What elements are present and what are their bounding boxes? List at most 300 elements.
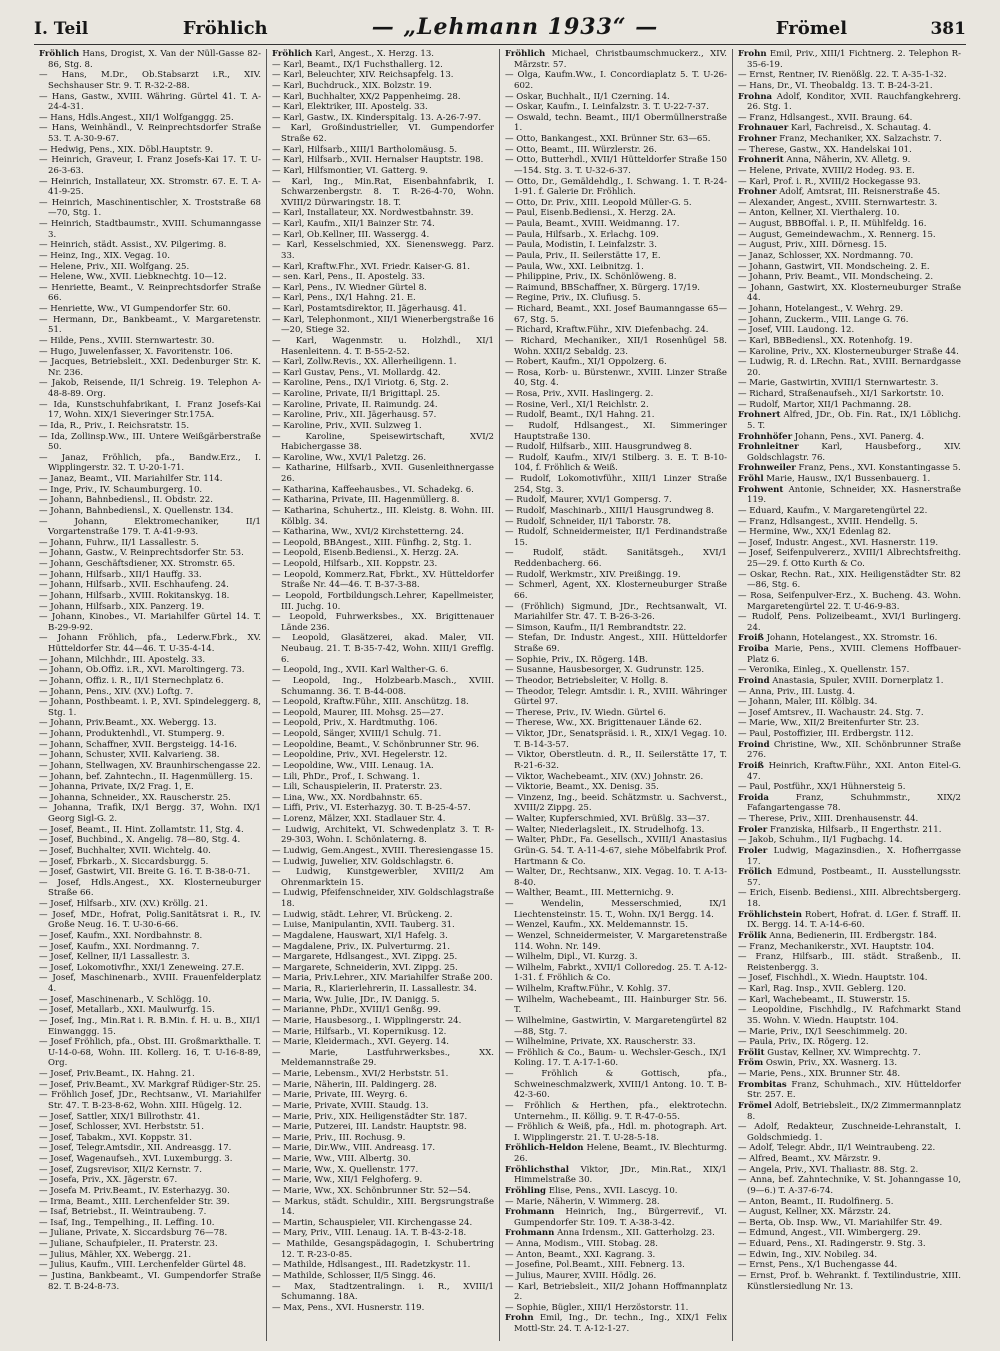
directory-entry: — Therese, Ww., XX. Brigittenauer Lände 62. xyxy=(505,718,702,729)
directory-entry: — Johann, Posthbeamt. i. P., XVI. Spindeleggerg. 8, Stg. 1. xyxy=(39,697,261,718)
directory-entry: — Johann, Priv.Beamt., XX. Webergg. 13. xyxy=(39,718,217,729)
directory-entry: Fröhlichstein Robert, Hofrat. d. LGer. f. Straff. II. IX. Bergg. 14. T. A-14-6-60. xyxy=(738,909,961,931)
directory-entry: — Hans, Gastw., XVIII. Währing. Gürtel 41. T. A-24-4-31. xyxy=(39,91,261,113)
directory-entry: — Wilhelm, Wachebeamt., III. Hainburger Str. 56. T. xyxy=(505,994,727,1016)
directory-entry: — Rudolf, Schneidermeister, II/1 Ferdinandstraße 15. xyxy=(505,527,727,548)
directory-entry: Fröhlichsthal Viktor, JDr., Min.Rat., XIX/1 Himmelstraße 30. xyxy=(505,1164,727,1186)
directory-entry: — Paula, Priv., IX. Rögerg. 12. xyxy=(738,1037,869,1048)
directory-entry: — Magdalene, Hauswart, XI/1 Hafelg. 3. xyxy=(272,930,448,941)
directory-entry: — Marie, Ww., XII/1 Felghoferg. 9. xyxy=(272,1175,423,1186)
directory-entry: — Rudolf, Werkmstr., XIV. Preißingg. 19. xyxy=(505,569,681,580)
directory-entry: — Henriette, Ww., VI Gumpendorfer Str. 60. xyxy=(39,304,231,314)
directory-entry: — Paul, Eisenb.Bediensi., X. Herzg. 2A. xyxy=(505,208,676,219)
directory-entry: — Theodor, Betriebsleiter, V. Hollg. 8. xyxy=(505,675,669,686)
directory-entry: Frohmann Heinrich, Ing., Bürgerrevif., VI. Gumpendorfer Str. 109. T. A-38-3-42. xyxy=(505,1207,727,1228)
directory-entry: — Karl, Hilfsarb., XVII. Hernalser Hauptstr. 198. xyxy=(272,155,484,166)
directory-entry: — Viktor, Oberstleutn. d. R., II. Seilerstätte 17, T. R-21-6-32. xyxy=(505,750,727,771)
directory-entry: — Paula, Hilfsarb., X. Erlachg. 109. xyxy=(505,229,659,240)
directory-entry: — Anna, bef. Zahntechnike, V. St. Johanngasse 10, (9—6.) T. A-37-6-74. xyxy=(738,1175,961,1196)
directory-entry: — Johanna, Schneider., XX. Rauscherstr. 25. xyxy=(39,792,231,803)
directory-entry: — Ludwig, Pfeifenschneider, XIV. Goldschlagstraße 18. xyxy=(272,888,494,909)
directory-entry: — Marie, Ww., VIII. Albertg. 30. xyxy=(272,1154,411,1164)
directory-entry: — Josef, Priv.Beamt., IX. Hahng. 21. xyxy=(39,1069,195,1079)
directory-entry: — Margarete, Schneiderin, XVI. Zippg. 25. xyxy=(272,962,458,973)
page-header xyxy=(34,14,966,45)
directory-entry: — Richard, Mechaniker., XII/1 Rosenhügel 58. Wohn. XXII/2 Sebaldg. 23. xyxy=(505,335,727,357)
directory-entry: — Karl, Beamt., IX/1 Fuchsthallerg. 12. xyxy=(272,59,443,70)
directory-entry: — Josef, Telegr.Amtsdir., XII. Andreasgg. 17. xyxy=(39,1143,232,1154)
directory-entry: — Paul, Postführ., XX/1 Hühnersteig 5. xyxy=(738,782,906,793)
directory-entry: — Otto, Dr., Gemäldehdlg., I. Schwang. 1. T. R-24-1-91. f. Galerie Dr. Fröhlich. xyxy=(505,176,727,198)
directory-entry: — Karl, Kesselschmied, XX. Sienenswegg. Parz. 33. xyxy=(272,240,494,261)
directory-entry: — Rudolf, Schneider, II/1 Taborstr. 78. xyxy=(505,516,672,527)
directory-entry: — Otto, Beamt., III. Würzlerstr. 26. xyxy=(505,144,657,155)
directory-entry: — Johann, Gastw., V. Reinprechtsdorfer Str. 53. xyxy=(39,548,244,559)
directory-entry: — Rudolf, Beamt., IX/1 Hahng. 21. xyxy=(505,410,655,421)
directory-entry: — Leopold, Fortbildungsch.Lehrer, Kapellmeister, III. Juchg. 10. xyxy=(272,590,494,612)
directory-entry: — Hermann, Dr., Bankbeamt., V. Margaretenstr. 51. xyxy=(39,314,261,336)
directory-entry: — Karoline, Ww., XVI/1 Paletzg. 26. xyxy=(272,452,427,463)
directory-entry: — Viktor, Wachebeamt., XIV. (XV.) Johnstr. 26. xyxy=(505,771,704,782)
directory-entry: Fröhlich Michael, Christbaumschmuckerz., XIV. Märzstr. 57. xyxy=(505,49,727,70)
directory-entry: Froiß Johann, Hotelangest., XX. Stromstr. 16. xyxy=(738,633,938,644)
directory-entry: — Heinrich, Maschinentischler, X. Troststraße 68—70, Stg. 1. xyxy=(39,197,261,219)
directory-entry: — Maria, Ww. Julie, JDr., IV. Danigg. 5. xyxy=(272,994,440,1005)
directory-entry: — Margarete, Hdlsangest., XVI. Zippg. 25. xyxy=(272,952,458,963)
directory-entry: — Marie, Putzerei, III. Landstr. Hauptstr. 98. xyxy=(272,1122,467,1133)
directory-entry: — Regine, Priv., IX. Clufiusg. 5. xyxy=(505,293,641,304)
directory-entry: — Karoline, Pens., IX/1 Viriotg. 6, Stg. 2. xyxy=(272,378,449,389)
directory-entry: Frohn Emil, Ing., Dr. techn., Ing., XIX/1 Felix Mottl-Str. 24. T. A-12-1-27. xyxy=(505,1313,727,1334)
directory-entry: — Ludwig, Juwelier, XIV. Goldschlagstr. 6. xyxy=(272,856,454,867)
directory-entry: — Fröhlich & Gottisch, pfa., Schweineschmalzwerk, XVIII/1 Antong. 10. T. B-42-3-60. xyxy=(505,1069,727,1101)
directory-entry: — Juliane, Schaufpieler., II. Praterstr. 23. xyxy=(39,1239,218,1249)
directory-entry: Frohnleitner Karl, Hausbeforg., XIV. Goldschlagstr. 76. xyxy=(738,442,961,463)
directory-entry: — Franz, Hdlsangest., XVII. Braung. 64. xyxy=(738,112,913,123)
directory-entry: — Oswald, techn. Beamt., III/1 Obermüllnerstraße 1. xyxy=(505,112,727,134)
directory-entry: — Raimund, BBSchaffner, X. Bürgerg. 17/19. xyxy=(505,282,701,293)
directory-entry: — Walter, Kupferschmied, XVI. Brüßlg. 33—37. xyxy=(505,814,710,824)
directory-entry: — Rosa, Priv., XVII. Haslingerg. 2. xyxy=(505,389,654,399)
directory-entry: — Johann, Hotelangest., V. Wehrg. 29. xyxy=(738,304,904,314)
directory-entry: — Walter, PhDr., Fa. Gesellsch., XVIII/1 Anastasius Grün-G. 54. T. A-11-4-67, siehe Möbelfabrik Prof. Hartmann & Co. xyxy=(505,835,727,867)
directory-entry: — Angela, Priv., XVI. Thaliastr. 88. Stg. 2. xyxy=(738,1164,919,1175)
directory-entry: — Johann, Produktenhdl., VI. Stumperg. 9. xyxy=(39,729,225,739)
directory-entry: — Karoline, Private, II. Raimundg. 24. xyxy=(272,399,438,410)
directory-entry: — Leopold, Kraftw.Führ., XIII. Anschützg. 18. xyxy=(272,697,469,708)
directory-entry: — Karl, Zollw.Revis., XX. Allerheiligenn. 1. xyxy=(272,357,457,368)
directory-entry: — Jakob, Reisende, II/1 Schreig. 19. Telephon A-48-8-89. Org. xyxy=(39,378,261,399)
directory-entry: — Ludwig, Architekt, VI. Schwedenplatz 3. T. R-29-303, Wohn. I. Schönlaterng. 8. xyxy=(272,824,494,846)
directory-entry: — Rudolf, städt. Sanitätsgeh., XVI/1 Reddenbacherg. 66. xyxy=(505,548,727,569)
directory-entry: — Johanna, Private, IX/2 Frag. 1, E. xyxy=(39,782,194,793)
directory-entry: Froind Anastasia, Spuler, XVIII. Dornerplatz 1. xyxy=(738,675,944,686)
directory-entry: — Karl, Beleuchter, XIV. Reichsapfelg. 13. xyxy=(272,70,454,81)
directory-entry: — Ludwig, städt. Lehrer, VI. Brückeng. 2. xyxy=(272,909,453,920)
directory-entry: — Johann, bef. Zahntechn., II. Hagenmüllerg. 15. xyxy=(39,771,253,782)
directory-entry: Froiß Heinrich, Kraftw.Führ., XXI. Anton Eitel-G. 47. xyxy=(738,760,961,782)
directory-entry: — Otto, Dr. Priv., XIII. Leopold Müller-G. 5. xyxy=(505,197,692,208)
directory-entry: — Josef, Seifenpulvererz., XVIII/1 Albrechtsfreithg. 25—29. f. Otto Kurth & Co. xyxy=(738,548,961,569)
directory-entry: — Josef, Kaufm., XXI. Nordbahnstr. 8. xyxy=(39,930,203,941)
directory-entry: — August, BBBOffal. i. P., II. Mühlfeldg. 16. xyxy=(738,219,927,229)
directory-entry: — Hilde, Pens., XVIII. Sternwartestr. 30. xyxy=(39,335,215,346)
directory-entry: — Johann, Maler, III. Kölblg. 34. xyxy=(738,697,878,708)
directory-entry: — Isaf, Betriebst., II. Weintraubeng. 7. xyxy=(39,1207,207,1218)
directory-entry: — Leopoldine, Priv., XVI. Hegelerstr. 12. xyxy=(272,750,448,761)
directory-entry: — Fröhlich & Herthen, pfa., elektrotechn. Unternehm., II. Köllig. 9. T. R-47-0-55. xyxy=(505,1100,727,1122)
part-label: I. Teil xyxy=(34,19,89,39)
directory-entry: — (Fröhlich) Sigmund, JDr., Rechtsanwalt, VI. Mariahilfer Str. 47. T. B-26-3-26. xyxy=(505,601,727,623)
directory-entry: — Wenzel, Kaufm., XX. Meldemannstr. 15. xyxy=(505,920,688,931)
directory-entry: — Josef, MDr., Hofrat, Polig.Sanitätsrat i. R., IV. Große Neug. 16. T. U-30-6-66. xyxy=(39,909,261,931)
directory-entry: — Marie, Lastfuhrwerksbes., XX. Meldemannstraße 29. xyxy=(272,1047,494,1069)
directory-entry: — Fröhlich & Weiß, pfa., Hdl. m. photograph. Art. I. Wipplingerstr. 21. T. U-28-5-18. xyxy=(505,1122,727,1143)
directory-entry: — Karl, Rag. Insp., XVII. Geblerg. 120. xyxy=(738,984,907,994)
directory-entry: — Jacques, Betriebsleit., XXI. Dedenburger Str. K. Nr. 236. xyxy=(39,357,261,378)
directory-entry: — Anna, Priv., III. Lustg. 4. xyxy=(738,686,856,697)
directory-entry: — Heinz, Ing., XIX. Vegag. 10. xyxy=(39,250,170,261)
directory-entry: — Ludwig, Gem.Angest., XVIII. Theresiengasse 15. xyxy=(272,845,494,856)
directory-entry: — Fröhlich Josef, JDr., Rechtsanw., VI. Mariahilfer Str. 47. T. B-23-8-62, Wohn. XIII. Hügelg. 12. xyxy=(39,1090,261,1111)
directory-entry: — Rudolf, Maurer, XVI/1 Gompersg. 7. xyxy=(505,495,672,506)
directory-entry: — Wilhelmine, Private, XX. Rauscherstr. 33. xyxy=(505,1037,696,1048)
directory-entry: — Heinrich, städt. Assist., XV. Pilgerimg. 8. xyxy=(39,240,227,251)
entry-columns xyxy=(34,49,966,1341)
directory-entry: — Karl, Betriebsleit., XII/2 Johann Hoffmannplatz 2. xyxy=(505,1281,727,1303)
directory-entry: — Leopold, Fuhrwerksbes., XX. Brigittenauer Lände 236. xyxy=(272,612,494,633)
directory-entry: — Josef, Lokomotivfhr., XXI/1 Zeneweing. 27.E. xyxy=(39,962,245,973)
directory-entry: — Josef, Hdls.Angest., XX. Klosterneuburger Straße 66. xyxy=(39,877,261,899)
directory-entry: — Rudolf, Martor, XII/1 Pachmanng. 28. xyxy=(738,399,912,410)
directory-entry: — Wilhelm, Kraftw.Führ., V. Kohlg. 37. xyxy=(505,984,671,994)
directory-entry: — Josef, Fbrkarb., X. Siccardsburgg. 5. xyxy=(39,856,209,867)
directory-entry: — Johann, Milchhdr., III. Apostelg. 33. xyxy=(39,654,206,665)
directory-entry: — Irma, Beamt., XIII. Lerchenfelder Str. 39. xyxy=(39,1196,230,1207)
last-entry-name: Frömel xyxy=(775,18,848,39)
directory-entry: — Josef, Kaufm., XXI. Nordmanng. 7. xyxy=(39,941,200,952)
directory-entry: — Anton, Kellner, XI. Vierthalerg. 10. xyxy=(738,208,900,219)
directory-entry: — Karl, Telephonmont., XII/1 Wienerbergstraße 16—20, Stiege 32. xyxy=(272,314,494,336)
directory-entry: — Schmerl, Agent, XX. Klosterneuburger Straße 66. xyxy=(505,580,727,601)
directory-entry: — Janaz, Beamt., VII. Mariahilfer Str. 114. xyxy=(39,474,223,484)
directory-entry: — Karoline, Priv., XVII. Sulzweg 1. xyxy=(272,420,422,431)
directory-entry: — Olga, Kaufm.Ww., I. Concordiaplatz 5. T. U-26-602. xyxy=(505,70,727,91)
directory-entry: Frohwent Antonie, Schneider, XX. Hasnerstraße 119. xyxy=(738,484,961,506)
directory-entry: Frohna Adolf, Konditor, XVII. Rauchfangkehrerg. 26. Stg. 1. xyxy=(738,91,961,113)
directory-entry: — Ludwig, R. d. LRechn. Rat., XVIII. Bernardgasse 20. xyxy=(738,357,961,378)
directory-entry: — Karl, Großindustrieller, VI. Gumpendorfer Straße 62. xyxy=(272,123,494,144)
directory-entry: — Hans, Dr., VI. Theobaldg. 13. T. B-24-3-21. xyxy=(738,80,933,91)
directory-entry: — Leopoldine, Ww., VIII. Lenaug. 1A. xyxy=(272,760,434,771)
directory-entry: — Maria, Priv.Lehrer., XIV. Mariahilfer Straße 200. xyxy=(272,973,493,984)
directory-entry: — Hans, Hdls.Angest., XII/1 Wolfganggg. 25. xyxy=(39,112,234,123)
directory-entry: — Karoline, Private, II/1 Brigittapl. 25. xyxy=(272,389,441,399)
directory-entry: Froler Ludwig, Magazinsdien., X. Hofherrgasse 17. xyxy=(738,845,961,867)
directory-entry: — Hugo, Juwelenfasser, X. Favoritenstr. 106. xyxy=(39,346,233,357)
directory-entry: — Josef, Wagenaufseh., XVI. Luxemburgg. 3. xyxy=(39,1154,233,1164)
directory-entry: — Marie, Hausbesorg., I. Wipplingerstr. 24. xyxy=(272,1015,462,1026)
column-1 xyxy=(34,49,267,1341)
directory-entry: — Leopold, Ing., XVII. Karl Walther-G. 6. xyxy=(272,665,449,676)
directory-entry: — Josef, Ing., Min.Rat i. R. B.Min. f. H. u. B., XII/1 Einwanggg. 15. xyxy=(39,1015,261,1037)
directory-entry: — August, Priv., XIII. Dörnesg. 15. xyxy=(738,240,887,251)
directory-entry: — Ida, Zollinsp.Ww., III. Untere Weißgärberstraße 50. xyxy=(39,431,261,453)
directory-entry: — Otto, Bankangest., XXI. Brünner Str. 63—65. xyxy=(505,134,711,144)
directory-entry: — Juliane, Private, X. Siccardsburg 76—78. xyxy=(39,1228,228,1239)
directory-entry: — Marie, Priv., XIX. Heiligenstädter Str. 187. xyxy=(272,1111,468,1122)
directory-entry: — Karoline, Speisewirtschaft, XVI/2 Habichergasse 38. xyxy=(272,431,494,453)
directory-entry: — Simson, Kaufm., II/1 Rembrandtstr. 22. xyxy=(505,622,687,633)
directory-entry: — Franz, Hdlsangest., XVIII. Hendellg. 5. xyxy=(738,516,918,527)
directory-entry: — Henriette, Beamt., V. Reinprechtsdorfer Straße 66. xyxy=(39,282,261,304)
directory-entry: — Ernst, Rentner, IV. Rienößlg. 22. T. A-35-1-32. xyxy=(738,70,947,81)
directory-entry: — Marie, Priv., III. Rochusg. 9. xyxy=(272,1132,406,1143)
directory-entry: — Leopoldine, Beamt., V. Schönbrunner Str. 96. xyxy=(272,739,480,750)
directory-entry: — Heinrich, Installateur, XX. Stromstr. 67. E. T. A-41-9-25. xyxy=(39,176,261,198)
directory-entry: — Katharina, Kaffeehausbes., VI. Schadekg. 6. xyxy=(272,484,474,495)
directory-entry: — Hedwig, Pens., XIX. Döbl.Hauptstr. 9. xyxy=(39,144,214,155)
directory-entry: — Viktorie, Beamt., XX. Denisg. 35. xyxy=(505,782,659,793)
directory-entry: Frohmann Anna Irdensm., XII. Gatterholzg. 23. xyxy=(505,1228,715,1239)
directory-entry: Frölich Edmund, Postbeamt., II. Ausstellungsstr. 57. xyxy=(738,867,961,888)
directory-entry: — Johann, Bahnbediensl., II. Obdstr. 22. xyxy=(39,495,213,506)
directory-entry: — Johann, Ob.Offiz. i.R., XVI. Maroltingerg. 73. xyxy=(39,665,245,676)
directory-entry: — Karl Gustav, Pens., VI. Mollardg. 42. xyxy=(272,367,441,378)
directory-entry: — Jakob, Schuhm., II/1 Fugbachg. 14. xyxy=(738,835,903,846)
directory-entry: — Marie, Priv., IX/1 Seeschimmelg. 20. xyxy=(738,1026,908,1037)
column-2 xyxy=(267,49,500,1341)
directory-entry: — Katharina, Private, III. Hagenmüllerg. 8. xyxy=(272,495,460,506)
directory-entry: — Wenzel, Schneidermeister, V. Margaretenstraße 114. Wohn. Nr. 149. xyxy=(505,930,727,952)
directory-entry: Frohner Adolf, Amtsrat, III. Reisnerstraße 45. xyxy=(738,187,941,198)
directory-entry: — Rudolf, Hilfsarb., XIII. Hausgrundweg 8. xyxy=(505,442,692,453)
directory-entry: — Johann, Priv. Beamt., VII. Mondscheing. 2. xyxy=(738,272,934,283)
directory-entry: — Mathilde, Gesangspädagogin, I. Schubertring 12. T. R-23-0-85. xyxy=(272,1239,494,1260)
directory-entry: — Mary, Priv., VIII. Lenaug. 1A. T. B-43-2-18. xyxy=(272,1228,467,1239)
directory-entry: — Richard, Beamt., XXI. Josef Baumanngasse 65—67, Stg. 5. xyxy=(505,304,727,325)
directory-entry: — Josef, Buchhalter, XVII. Wichtelg. 40. xyxy=(39,845,211,856)
directory-entry: — Marie, Lebensm., XVI/2 Herbststr. 51. xyxy=(272,1069,449,1079)
directory-entry: — Lili, PhDr., Prof., I. Schwang. 1. xyxy=(272,771,420,782)
directory-entry: — Martin, Schauspieler, VII. Kirchengasse 24. xyxy=(272,1217,473,1228)
directory-entry: — Paula, Modistin, I. Leinfalzstr. 3. xyxy=(505,240,657,251)
directory-entry: — Karl, Pens., IX/1 Hahng. 21. E. xyxy=(272,293,416,304)
directory-entry: — Karl, Postamtsdirektor, II. Jägerhausg. 41. xyxy=(272,304,467,314)
directory-entry: — Heinrich, Stadtbaumstr., XVIII. Schumanngasse 3. xyxy=(39,219,261,240)
directory-entry: — Paul, Postoffizier, III. Erdbergstr. 112. xyxy=(738,729,914,739)
directory-entry: — Viktor, JDr., Senatspräsid. i. R., XIX/1 Vegag. 10. T. B-14-3-57. xyxy=(505,729,727,750)
directory-entry: — Edmund, Angest., VII. Wimbergerg. 29. xyxy=(738,1228,921,1239)
directory-entry: — Josef, Industr. Angest., XVI. Hasnerstr. 119. xyxy=(738,537,939,548)
directory-entry: — Marie, Ww., XII/2 Breitenfurter Str. 23. xyxy=(738,718,920,729)
directory-entry: — Josef Fröhlich, pfa., Obst. III. Großmarkthalle. T. U-14-0-68, Wohn. III. Kollerg. 16, T. U-16-8-89, Org. xyxy=(39,1037,261,1069)
directory-entry: — Johann, Bahnbediensl., X. Quellenstr. 134. xyxy=(39,505,234,516)
directory-entry: — Isaf, Ing., Tempelhing., II. Leffing. 10. xyxy=(39,1217,215,1228)
directory-entry: — Josefine, Pol.Beamt., XIII. Febnerg. 13. xyxy=(505,1260,685,1271)
directory-entry: Froiba Marie, Pens., XVIII. Clemens Hoffbauer-Platz 6. xyxy=(738,644,961,665)
directory-entry: — Wilhelm, Dipl., VI. Kurzg. 3. xyxy=(505,952,638,963)
directory-entry: — Mathilde, Schlosser, II/5 Singg. 46. xyxy=(272,1270,436,1281)
directory-entry: — Leopoldine, Fischhdlg., IV. Rafchmarkt Stand 35. Wohn. V. Wiedn. Hauptstr. 104. xyxy=(738,1005,961,1026)
directory-entry: — Hans, Weinhändl., V. Reinprechtsdorfer Straße 53. T. A-30-9-67. xyxy=(39,123,261,144)
directory-entry: — Karl, Buchhalter, XX/2 Pappenheimg. 28. xyxy=(272,91,461,102)
directory-entry: — Josef, Metallarb., XXI. Maulwurfg. 15. xyxy=(39,1005,215,1016)
directory-entry: — Karl, Elektriker, III. Apostelg. 33. xyxy=(272,102,428,113)
directory-entry: — Johann, Hilfsarb., XVII. Eschhaufeng. 24. xyxy=(39,580,229,591)
directory-entry: — Anton, Beamt., XXI. Kagrang. 3. xyxy=(505,1249,656,1260)
column-4 xyxy=(733,49,966,1341)
directory-entry: — Max, Pens., XVI. Husnerstr. 119. xyxy=(272,1302,425,1313)
directory-entry: — Josef, Kellner, II/1 Lassallestr. 3. xyxy=(39,952,190,963)
directory-entry: — Johann, Hilfsarb., XIX. Panzerg. 19. xyxy=(39,601,205,612)
directory-entry: — Paula, Ww., XXI. Leibnitzg. 1. xyxy=(505,261,644,272)
directory-entry: — Marie, Kleidermach., XVI. Geyerg. 14. xyxy=(272,1037,450,1048)
directory-entry: — Rudolf, Hdlsangest., XI. Simmeringer Hauptstraße 130. xyxy=(505,420,727,442)
directory-entry: — Walther, Beamt., III. Metternichg. 9. xyxy=(505,888,674,899)
directory-entry: — Janaz, Schlosser, XX. Nordmanng. 70. xyxy=(738,250,914,261)
page-number: 381 xyxy=(930,19,966,39)
directory-entry: Fröhlich Hans, Drogist, X. Van der Nüll-Gasse 82-86, Stg. 8. xyxy=(39,49,261,70)
directory-entry: — Karl, Buchdruck., XIX. Bolzstr. 19. xyxy=(272,80,432,91)
directory-entry: — Wendelin, Messerschmied, IX/1 Liechtensteinstr. 15. T., Wohn. IX/1 Bergg. 14. xyxy=(505,899,727,920)
directory-entry: — Julius, Kaufm., VIII. Lerchenfelder Gürtel 48. xyxy=(39,1260,247,1271)
directory-entry: — Vinzenz, Ing., beeid. Schätzmstr. u. Sachverst., XVIII/2 Zippg. 25. xyxy=(505,792,727,814)
directory-entry: — Anna, Modism., VIII. Stobag. 28. xyxy=(505,1239,658,1249)
directory-entry: — Fröhlich & Co., Baum- u. Wechsler-Gesch., IX/1 Koling. 17. T. A-17-1-60. xyxy=(505,1047,727,1069)
directory-entry: — Karoline, Priv., XII. Jägerhausg. 57. xyxy=(272,410,437,421)
directory-entry: — Karl, Kraftw.Fhr., XVI. Friedr. Kaiser-G. 81. xyxy=(272,261,471,272)
directory-entry: — Oskar, Rechn. Rat., XIX. Heiligenstädter Str. 82—86, Stg. 6. xyxy=(738,569,961,591)
directory-entry: — Robert, Kaufm., XI/1 Oppolzerg. 6. xyxy=(505,357,667,368)
directory-entry: — Josef, Sattler, XIX/1 Billrothstr. 41. xyxy=(39,1111,200,1122)
directory-entry: — Justina, Bankbeamt., VI. Gumpendorfer Straße 82. T. B-24-8-73. xyxy=(39,1270,261,1292)
directory-entry: — Josef, Schlosser, XVI. Herbststr. 51. xyxy=(39,1122,204,1133)
directory-entry: Frölit Gustav, Kellner, XV. Wimprechtg. 7. xyxy=(738,1047,921,1058)
directory-entry: — Josef, Beamt., II. Hint. Zollamtstr. 11, Stg. 4. xyxy=(39,824,244,835)
directory-entry: — Maria, R., Klarierlehrerin, II. Lassallestr. 34. xyxy=(272,984,477,994)
directory-entry: — Johann, Schaffner, XVII. Bergsteigg. 14-16. xyxy=(39,739,238,750)
directory-entry: — Rosa, Korb- u. Bürstenwr., XVIII. Linzer Straße 40, Stg. 4. xyxy=(505,367,727,389)
directory-entry: — Helene, Priv., XII. Wolfgang. 25. xyxy=(39,261,190,272)
directory-entry: — Josef, Maschinenarb., XVIII. Frauenfelderplatz 4. xyxy=(39,973,261,994)
directory-entry: — Rudolf, Maschinarb., XIII/1 Hausgrundweg 8. xyxy=(505,505,714,516)
directory-entry: — Inge, Priv., IV. Schaumburgerg. 10. xyxy=(39,484,203,495)
directory-entry: — Josef, Fischhdl., X. Wiedn. Hauptstr. 104. xyxy=(738,973,928,984)
directory-entry: — Karoline, Priv., XX. Klosterneuburger Straße 44. xyxy=(738,346,959,357)
directory-entry: — Leopold, Priv., X. Hardtmuthg. 106. xyxy=(272,718,438,729)
directory-entry: — Marie, Näherin, III. Paldingerg. 28. xyxy=(272,1079,437,1090)
directory-entry: Frohn Emil, Priv., XIII/1 Fichtnerg. 2. Telephon R-35-6-19. xyxy=(738,49,961,70)
directory-entry: — Paula, Priv., II. Seilerstätte 17, E. xyxy=(505,250,661,261)
directory-entry: — Leopold, Ing., Holzbearb.Masch., XVIII. Schumanng. 36. T. B-44-008. xyxy=(272,675,494,697)
directory-entry: — Marie, Pens., XIX. Brunner Str. 48. xyxy=(738,1069,901,1079)
directory-entry: — Theodor, Telegr. Amtsdir. i. R., XVIII. Währinger Gürtel 97. xyxy=(505,686,727,708)
directory-entry: — Leopold, Eisenb.Bediensi., X. Herzg. 2A. xyxy=(272,548,459,559)
directory-entry: — Josef, Buchbind., X. Angelig. 78—80, Stg. 4. xyxy=(39,835,241,846)
directory-entry: — Rosa, Seifenpulver-Erz., X. Bucheng. 43. Wohn. Margaretengürtel 22. T. U-46-9-83. xyxy=(738,590,961,612)
first-entry-name: Fröhlich xyxy=(182,18,268,39)
directory-entry: — Mathilde, Hdlsangest., III. Radetzkystr. 11. xyxy=(272,1260,471,1271)
directory-entry: — Adolf, Redakteur, Zuschneide-Lehranstalt, I. Goldschmiedg. 1. xyxy=(738,1122,961,1143)
directory-entry: — Hermine, Ww., XX/1 Edenlag 82. xyxy=(738,527,892,538)
directory-entry: — Janaz, Fröhlich, pfa., Bandw.Erz., I. Wipplingerstr. 32. T. U-20-1-71. xyxy=(39,452,261,474)
directory-entry: — Johanna, Trafik, IX/1 Bergg. 37, Wohn. IX/1 Georg Sigl-G. 2. xyxy=(39,803,261,824)
directory-entry: — Josefa, Priv., XX. Jägerstr. 67. xyxy=(39,1175,178,1186)
directory-entry: — Sophie, Priv., IX. Rögerg. 14B. xyxy=(505,654,648,665)
directory-entry: — Helene, Ww., XVII. Liebknechtg. 10—12. xyxy=(39,272,227,283)
directory-entry: — Max, Stadtzentralingn. i. R., XVIII/1 Schumanng. 18A. xyxy=(272,1281,494,1303)
directory-entry: — Hans, M.Dr., Ob.Stabsarzt i.R., XIV. Sechshauser Str. 9. T. R-32-2-88. xyxy=(39,70,261,91)
directory-entry: — Josef, Hilfsarb., XIV. (XV.) Kröllg. 21. xyxy=(39,899,208,909)
directory-entry: — Karl, Hilfsmontier, VI. Gatterg. 9. xyxy=(272,165,429,176)
directory-entry: Fröhlich-Heldon Helene, Beamt., IV. Blechturmg. 26. xyxy=(505,1143,727,1164)
directory-entry: — Josef, Priv.Beamt., XV. Markgraf Rüdiger-Str. 25. xyxy=(39,1079,261,1090)
directory-entry: — Berta, Ob. Insp. Ww., VI. Mariahilfer Str. 49. xyxy=(738,1217,943,1228)
directory-entry: — Sophie, Bügler., XIII/1 Herzöstorstr. 11. xyxy=(505,1302,689,1313)
directory-entry: Frohnhöfer Johann, Pens., XVI. Panerg. 4. xyxy=(738,431,925,442)
directory-entry: — Marie, Ww., XX. Schönbrunner Str. 52—54. xyxy=(272,1185,471,1196)
directory-entry: — Veronika, Einleg., X. Quellenstr. 157. xyxy=(738,665,910,676)
directory-entry: Frohnauer Karl, Fachreisd., X. Schautag. 4. xyxy=(738,123,932,134)
directory-entry: — Therese, Priv., IV. Wiedn. Gürtel 6. xyxy=(505,707,666,718)
directory-entry: — Rudolf, Kaufm., XIV/1 Stilberg. 3. E. T. B-10-104, f. Fröhlich & Weiß. xyxy=(505,452,727,474)
directory-entry: — Johann, Fuhrw., II/1 Lassallestr. 5. xyxy=(39,537,199,548)
directory-entry: — Karl, Hilfsarb., XIII/1 Bartholomäusg. 5. xyxy=(272,144,458,155)
directory-entry: — Walter, Niederlagsleit., IX. Strudelhofg. 13. xyxy=(505,824,705,835)
directory-entry: — Richard, Straßenaufseh., XI/1 Sarkortstr. 10. xyxy=(738,389,944,399)
directory-entry: Frohnerit Anna, Näherin, XV. Alletg. 9. xyxy=(738,155,911,166)
directory-entry: Frombitas Franz, Schuhmach., XIV. Hütteldorfer Str. 257. E. xyxy=(738,1079,961,1101)
directory-entry: — Josef, VIII. Laudong. 12. xyxy=(738,325,855,336)
directory-entry: — Stefan, Dr. Industr. Angest., XIII. Hütteldorfer Straße 69. xyxy=(505,633,727,654)
directory-entry: — Leopold, Sänger, XVIII/1 Schulg. 71. xyxy=(272,729,442,739)
directory-entry: — Liffi, Priv., VI. Esterhazyg. 30. T. B-25-4-57. xyxy=(272,803,471,814)
directory-entry: — Katharina, Schuhertz., III. Kleistg. 8. Wohn. III. Kölblg. 34. xyxy=(272,505,494,527)
directory-entry: — Johann, Geschäftsdiener, XX. Stromstr. 65. xyxy=(39,559,236,569)
directory-entry: — Philippine, Priv., IX. Schönlöweng. 8. xyxy=(505,272,677,283)
directory-entry: — Magdalene, Priv., IX. Pulverturmg. 21. xyxy=(272,941,450,952)
directory-entry: — Therese, Gastw., XX. Handelskai 101. xyxy=(738,144,912,155)
directory-entry: — Adolf, Telegr. Abdr., II/1 Weintraubeng. 22. xyxy=(738,1143,936,1154)
directory-entry: — Leopold, Kommerz.Rat, Fbrkt., XV. Hütteldorfer Straße Nr. 44—46. T. B-37-3-88. xyxy=(272,569,494,591)
directory-entry: — Lina, Ww., XX. Nordbahnstr. 65. xyxy=(272,792,423,803)
directory-entry: — Karl, Wachebeamt., II. Stuwerstr. 15. xyxy=(738,994,911,1005)
directory-entry: — Susanne, Hausbesorger, X. Gudrunstr. 125. xyxy=(505,665,705,676)
directory-entry: — Alfred, Beamt., XV. Märzstr. 9. xyxy=(738,1154,881,1164)
directory-entry: — Karl, Gastw., IX. Kinderspitalg. 13. A-26-7-97. xyxy=(272,112,482,123)
directory-entry: — August, Kellner, XX. Märzstr. 24. xyxy=(738,1207,892,1218)
directory-entry: — Josef, Maschinenarb., V. Schlögg. 10. xyxy=(39,994,211,1005)
directory-entry: — Therese, Priv., XIII. Drenhausenstr. 44. xyxy=(738,814,919,824)
directory-entry: — Marie, Ww., X. Quellenstr. 177. xyxy=(272,1164,419,1175)
directory-entry: — Oskar, Buchhalt., II/1 Czerning. 14. xyxy=(505,91,670,102)
directory-entry: — Anton, Beamt., II. Rudolfinerg. 5. xyxy=(738,1196,894,1207)
directory-entry: — Karl, Kaufm., XII/1 Bainzer Str. 74. xyxy=(272,219,435,229)
directory-entry: Froler Franziska, Hilfsarb., II Engerthstr. 211. xyxy=(738,824,942,835)
directory-entry: — Marie, Private, XVIII. Staudg. 13. xyxy=(272,1100,429,1111)
directory-entry: — Eduard, Pens., XI. Radingerstr. 9. Stg. 3. xyxy=(738,1239,926,1249)
directory-entry: Fröhl Marie, Hausw., IX/1 Bussenbauerg. 1. xyxy=(738,474,931,484)
directory-entry: — Johann, Schuster, XVII. Kalvarieng. 38. xyxy=(39,750,220,761)
directory-entry: Frohnweiler Franz, Pens., XVI. Konstantingasse 5. xyxy=(738,463,961,474)
directory-entry: Frömel Adolf, Betriebsleit., IX/2 Zimmermannplatz 8. xyxy=(738,1100,961,1122)
directory-entry: — Leopold, Maurer, III. Mohsg. 25—27. xyxy=(272,707,444,718)
directory-entry: — Otto, Butterhdl., XVII/1 Hütteldorfer Straße 150—154. Stg. 3. T. U-32-6-37. xyxy=(505,155,727,176)
directory-entry: — Karl, Ob.Kellner, III. Wassergg. 4. xyxy=(272,229,430,240)
directory-entry: — Lili, Schauspielerin, II. Praterstr. 23. xyxy=(272,782,443,793)
directory-entry: — Johann, Elektromechaniker, II/1 Vorgartenstraße 179. T. A-41-9-93. xyxy=(39,516,261,538)
